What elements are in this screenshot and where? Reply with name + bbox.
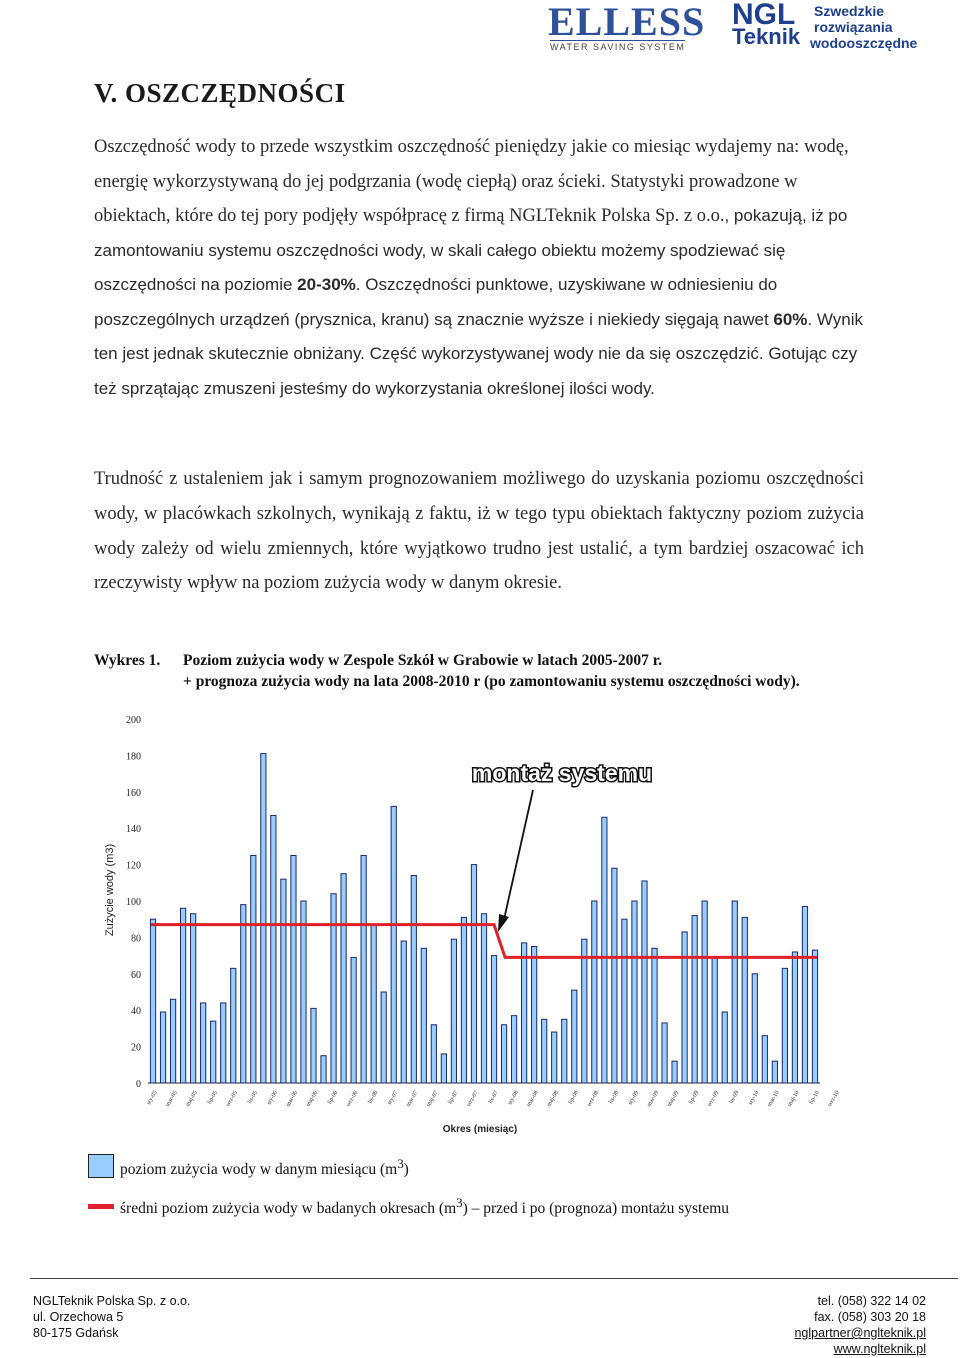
- footer-web-link[interactable]: www.nglteknik.pl: [833, 1342, 926, 1356]
- x-tick-label: sty-06: [266, 1090, 280, 1106]
- legend-bar-sup: 3: [397, 1156, 404, 1171]
- footer-email-link[interactable]: nglpartner@nglteknik.pl: [794, 1326, 926, 1340]
- bar: [491, 956, 496, 1083]
- y-tick-label: 180: [126, 751, 141, 763]
- bar: [271, 815, 276, 1083]
- chart-caption-line-2: + prognoza zużycia wody na lata 2008-2010 r (po zamontowaniu systemu oszczędności wody).: [183, 673, 800, 690]
- bar: [321, 1056, 326, 1083]
- x-tick-label: lip-07: [447, 1090, 460, 1106]
- legend-bar-swatch: [88, 1154, 114, 1178]
- y-tick-label: 160: [126, 787, 141, 799]
- bar: [451, 939, 456, 1083]
- x-tick-label: lip-10: [808, 1090, 821, 1106]
- bar: [682, 932, 687, 1083]
- bar: [261, 754, 266, 1083]
- bar: [612, 868, 617, 1083]
- x-tick-label: sty-05: [146, 1090, 159, 1106]
- x-tick-label: maj-10: [786, 1090, 801, 1108]
- x-tick-label: mar-10: [766, 1090, 781, 1108]
- x-tick-label: wrz-07: [466, 1090, 480, 1108]
- x-tick-label: maj-09: [666, 1090, 681, 1108]
- bar: [150, 919, 155, 1083]
- teknik-logo-text: Teknik: [732, 24, 801, 49]
- bar: [431, 1025, 436, 1083]
- bar: [742, 917, 747, 1083]
- y-tick-label: 0: [136, 1079, 141, 1090]
- paragraph-1-part-1: Oszczędność wody to przede wszystkim oszczędność pieniędzy jakie co miesiąc wydajemy na: wodę, energię wykorzystywaną do jej podgrzania (wodę ciepłą) oraz ścieki.: [94, 137, 849, 192]
- bar: [281, 879, 286, 1083]
- bar: [361, 856, 366, 1084]
- x-tick-label: lip-06: [326, 1090, 340, 1106]
- bar: [381, 992, 386, 1083]
- y-tick-label: 60: [131, 969, 141, 981]
- bar: [501, 1025, 506, 1083]
- bar: [732, 901, 737, 1083]
- bar: [311, 1008, 316, 1083]
- bar: [201, 1003, 206, 1083]
- x-tick-label: mar-07: [405, 1090, 420, 1108]
- elless-logo-text: ELLESS: [548, 0, 706, 44]
- bar: [712, 957, 717, 1083]
- x-tick-label: lip-08: [567, 1090, 581, 1106]
- bar: [582, 939, 587, 1083]
- bar: [371, 925, 376, 1083]
- x-tick-label: maj-05: [185, 1090, 199, 1108]
- x-tick-label: maj-08: [546, 1090, 560, 1108]
- bar: [672, 1061, 677, 1083]
- x-tick-label: maj-07: [425, 1090, 440, 1108]
- paragraph-1-bold-2: 60%: [773, 309, 808, 329]
- chart-caption-label: Wykres 1.: [94, 652, 161, 669]
- bar: [391, 806, 396, 1083]
- bar: [191, 914, 196, 1083]
- bar: [532, 947, 537, 1084]
- x-tick-label: lip-05: [206, 1090, 219, 1106]
- bar: [251, 856, 256, 1084]
- bar: [411, 876, 416, 1083]
- y-tick-label: 140: [126, 824, 141, 836]
- x-tick-label: wrz-09: [706, 1090, 721, 1108]
- bar: [762, 1036, 767, 1083]
- bar: [441, 1054, 446, 1083]
- y-tick-label: 40: [131, 1006, 141, 1018]
- y-tick-label: 200: [126, 715, 141, 726]
- installation-annotation: montaż systemu: [471, 760, 653, 786]
- x-tick-label: sty-10: [747, 1090, 761, 1106]
- bar: [552, 1032, 557, 1083]
- legend-line-label: [120, 1195, 729, 1218]
- bar: [401, 941, 406, 1083]
- bar: [331, 894, 336, 1083]
- bar: [812, 950, 817, 1083]
- x-axis-label: Okres (miesiąc): [442, 1124, 518, 1135]
- bar: [792, 952, 797, 1083]
- x-tick-label: wrz-10: [827, 1090, 841, 1108]
- bar: [562, 1019, 567, 1083]
- x-tick-label: wrz-06: [345, 1090, 360, 1108]
- y-tick-label: 100: [126, 897, 141, 908]
- x-tick-label: lis-05: [247, 1090, 260, 1105]
- x-tick-label: maj-06: [305, 1090, 320, 1108]
- paragraph-1-bold-1: 20-30%: [297, 275, 356, 294]
- footer-fax: fax. (058) 303 20 18: [814, 1310, 926, 1324]
- bar: [722, 1012, 727, 1083]
- logo-tagline-1: Szwedzkie: [814, 3, 885, 19]
- x-tick-label: lis-07: [487, 1090, 500, 1105]
- x-tick-label: sty-08: [507, 1090, 520, 1106]
- bar: [341, 874, 346, 1083]
- x-tick-label: mar-06: [285, 1090, 300, 1108]
- footer-street: ul. Orzechowa 5: [33, 1310, 124, 1324]
- chart-caption-line-1: Poziom zużycia wody w Zespole Szkół w Grabowie w latach 2005-2007 r.: [183, 652, 663, 669]
- bar: [291, 856, 296, 1084]
- bar: [602, 817, 607, 1083]
- x-tick-label: sty-09: [627, 1090, 641, 1106]
- x-tick-label: sty-07: [386, 1090, 400, 1106]
- x-tick-label: mar-05: [165, 1090, 179, 1108]
- bar: [351, 957, 356, 1083]
- section-title: V. OSZCZĘDNOŚCI: [94, 78, 346, 108]
- y-axis-label: Zużycie wody (m3): [104, 843, 116, 937]
- legend-bar-tail: ): [403, 1161, 409, 1179]
- bar: [421, 948, 426, 1083]
- footer-company: NGLTeknik Polska Sp. z o.o.: [33, 1294, 191, 1308]
- footer-contact: [794, 1293, 926, 1357]
- x-tick-label: mar-08: [526, 1090, 540, 1108]
- bar: [542, 1019, 547, 1083]
- bar: [642, 881, 647, 1083]
- bar: [772, 1061, 777, 1083]
- y-tick-label: 20: [131, 1042, 141, 1054]
- x-tick-label: lis-09: [728, 1090, 741, 1105]
- x-tick-label: wrz-08: [586, 1090, 601, 1108]
- paragraph-1-part-5: . Wynik ten jest jednak skutecznie obniżany. Część wykorzystywanej wody nie da się oszczędzić. Gotując czy też sprzątając zmuszeni jesteśmy do wykorzystania określonej ilości wody.: [94, 309, 863, 398]
- annotation-arrow-shaft: [503, 790, 533, 924]
- bar: [752, 974, 757, 1083]
- bar: [522, 943, 527, 1083]
- bar: [662, 1023, 667, 1083]
- x-tick-label: mar-09: [646, 1090, 661, 1108]
- bar: [461, 917, 466, 1083]
- bar: [511, 1016, 516, 1083]
- bar: [301, 901, 306, 1083]
- paragraph-1-part-2: Statystyki prowadzone w obiektach, które do tej pory podjęły współpracę z firmą NGLTeknik Polska Sp. z o.o.: [94, 171, 798, 226]
- bar: [211, 1021, 216, 1083]
- legend-line-swatch: [88, 1204, 114, 1209]
- x-tick-label: lip-09: [687, 1090, 701, 1106]
- bar: [572, 990, 577, 1083]
- bar: [170, 999, 175, 1083]
- paragraph-1-part-3: , pokazują, iż po zamontowaniu systemu oszczędności wody, w skali całego obiektu możemy spodziewać się oszczędności na poziomie: [94, 206, 848, 294]
- bar: [160, 1012, 165, 1083]
- legend-line-sup: 3: [456, 1195, 463, 1210]
- footer-divider: [30, 1278, 958, 1279]
- bar: [231, 968, 236, 1083]
- legend-bar-text: poziom zużycia wody w danym miesiącu (m: [120, 1161, 398, 1179]
- footer-city: 80-175 Gdańsk: [33, 1326, 119, 1340]
- x-tick-label: lis-08: [608, 1090, 621, 1105]
- legend-bar-label: [120, 1156, 409, 1179]
- bar: [180, 908, 185, 1083]
- x-tick-label: lis-06: [367, 1090, 380, 1105]
- bar: [592, 901, 597, 1083]
- paragraph-2: Trudność z ustaleniem jak i samym prognozowaniem możliwego do uzyskania poziomu oszczędności wody, w placówkach szkolnych, wynikają z faktu, iż w tego typu obiektach faktyczny poziom zużycia wody zależy od wielu zmiennych, które wyjątkowo trudno jest ustalić, a tym bardziej oszacować ich rzeczywisty wpływ na poziom zużycia wody w danym okresie.: [94, 469, 864, 594]
- bar: [702, 901, 707, 1083]
- bar: [622, 919, 627, 1083]
- y-tick-label: 80: [131, 933, 141, 945]
- legend-line-tail: ) – przed i po (prognoza) montażu systemu: [462, 1200, 730, 1218]
- x-tick-label: wrz-05: [225, 1090, 239, 1108]
- logo-tagline-2: rozwiązania: [814, 19, 893, 35]
- legend-line-text: średni poziom zużycia wody w badanych okresach (m: [120, 1200, 457, 1218]
- paragraph-1-part-4: . Oszczędności punktowe, uzyskiwane w odniesieniu do poszczególnych urządzeń (prysznica, kranu) są znacznie wyższe i niekiedy sięgają nawet: [94, 275, 778, 329]
- elless-logo-subtitle: WATER SAVING SYSTEM: [550, 42, 686, 52]
- bar: [782, 968, 787, 1083]
- bar: [471, 865, 476, 1083]
- bar: [652, 948, 657, 1083]
- bar: [481, 914, 486, 1083]
- logo-tagline-3: wodooszczędne: [810, 35, 918, 51]
- ngl-logo-text: NGL: [732, 0, 796, 31]
- bar: [221, 1003, 226, 1083]
- annotation-arrow-head: [498, 914, 509, 932]
- bar: [241, 905, 246, 1083]
- footer-address: [33, 1293, 190, 1341]
- bar: [692, 916, 697, 1083]
- bar: [632, 901, 637, 1083]
- bar: [802, 906, 807, 1083]
- y-tick-label: 120: [126, 860, 141, 872]
- footer-tel: tel. (058) 322 14 02: [817, 1294, 926, 1308]
